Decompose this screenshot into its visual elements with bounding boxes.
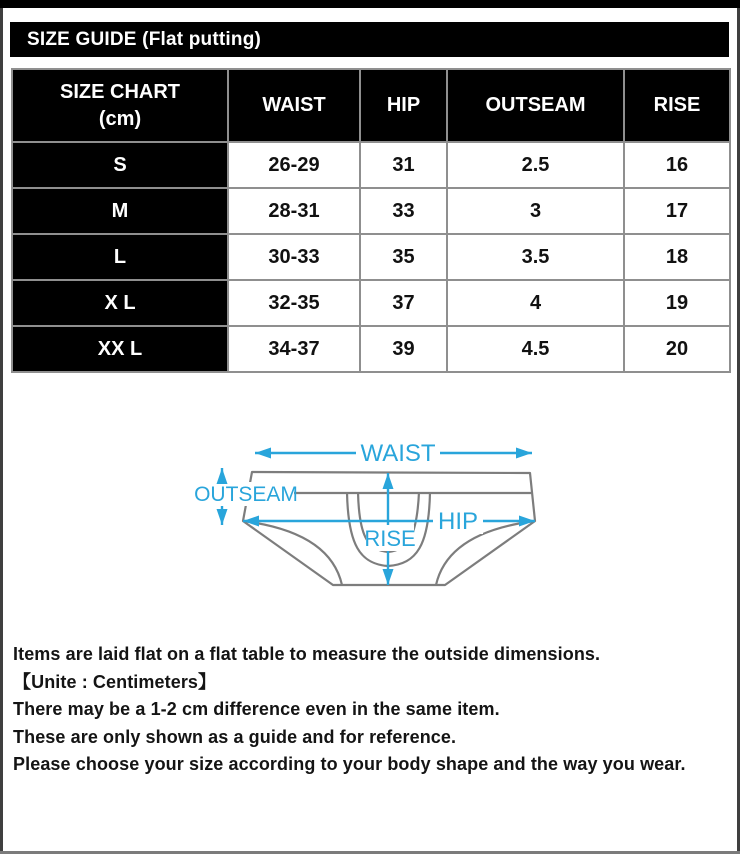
rise-arrowhead-up: [383, 473, 394, 489]
cell-hip: 31: [360, 142, 447, 188]
cell-outseam: 2.5: [447, 142, 624, 188]
table-row: [12, 142, 730, 188]
outseam-arrowhead-up: [217, 468, 228, 484]
left-border: [0, 8, 3, 851]
size-label: S: [12, 142, 228, 188]
note-line: Please choose your size according to your body shape and the way you wear.: [13, 754, 686, 774]
measurement-labels: [194, 440, 478, 551]
top-black-bar: [0, 0, 740, 8]
cell-rise: 20: [624, 326, 730, 372]
cell-rise: 16: [624, 142, 730, 188]
cell-waist: 30-33: [228, 234, 360, 280]
cell-waist: 28-31: [228, 188, 360, 234]
hip-diagram-label: HIP: [437, 508, 479, 535]
hip-arrowhead-right: [519, 516, 535, 527]
note-line: There may be a 1-2 cm difference even in the same item.: [13, 699, 500, 719]
cell-waist: 34-37: [228, 326, 360, 372]
outseam-diagram-label: OUTSEAM: [194, 483, 298, 506]
cell-rise: 19: [624, 280, 730, 326]
size-label: L: [12, 234, 228, 280]
col-header-waist: WAIST: [228, 69, 360, 142]
page-title: SIZE GUIDE (Flat putting): [10, 22, 729, 57]
waist-arrowhead-left: [255, 448, 271, 459]
size-chart-label: SIZE CHART: [60, 80, 180, 103]
size-chart-table: [11, 68, 731, 373]
cell-hip: 35: [360, 234, 447, 280]
briefs-measurement-diagram: [190, 425, 570, 620]
cell-hip: 39: [360, 326, 447, 372]
cell-rise: 18: [624, 234, 730, 280]
cell-hip: 33: [360, 188, 447, 234]
table-row: [12, 188, 730, 234]
table-row: [12, 326, 730, 372]
col-header-rise: RISE: [624, 69, 730, 142]
col-header-hip: HIP: [360, 69, 447, 142]
cell-outseam: 4: [447, 280, 624, 326]
cell-hip: 37: [360, 280, 447, 326]
outseam-arrowhead-down: [217, 509, 228, 525]
unit-label: (cm): [98, 107, 142, 130]
col-header-outseam: OUTSEAM: [447, 69, 624, 142]
note-line: These are only shown as a guide and for reference.: [13, 726, 457, 747]
note-line: Items are laid flat on a flat table to measure the outside dimensions.: [13, 644, 601, 664]
cell-waist: 32-35: [228, 280, 360, 326]
waist-diagram-label: WAIST: [360, 440, 436, 467]
cell-outseam: 3.5: [447, 234, 624, 280]
size-label: XX L: [12, 326, 228, 372]
size-label: M: [12, 188, 228, 234]
rise-arrowhead-down: [383, 569, 394, 585]
note-line: 【Unite : Centimeters】: [13, 671, 217, 692]
size-label: X L: [12, 280, 228, 326]
rise-diagram-label: RISE: [364, 526, 416, 551]
cell-outseam: 3: [447, 188, 624, 234]
waist-arrowhead-right: [516, 448, 532, 459]
cell-rise: 17: [624, 188, 730, 234]
cell-outseam: 4.5: [447, 326, 624, 372]
table-header-row: [12, 69, 730, 142]
table-row: [12, 280, 730, 326]
cell-waist: 26-29: [228, 142, 360, 188]
hip-arrowhead-left: [243, 516, 259, 527]
col-header-size-chart: [12, 69, 228, 142]
measurement-notes: [13, 641, 729, 779]
table-row: [12, 234, 730, 280]
